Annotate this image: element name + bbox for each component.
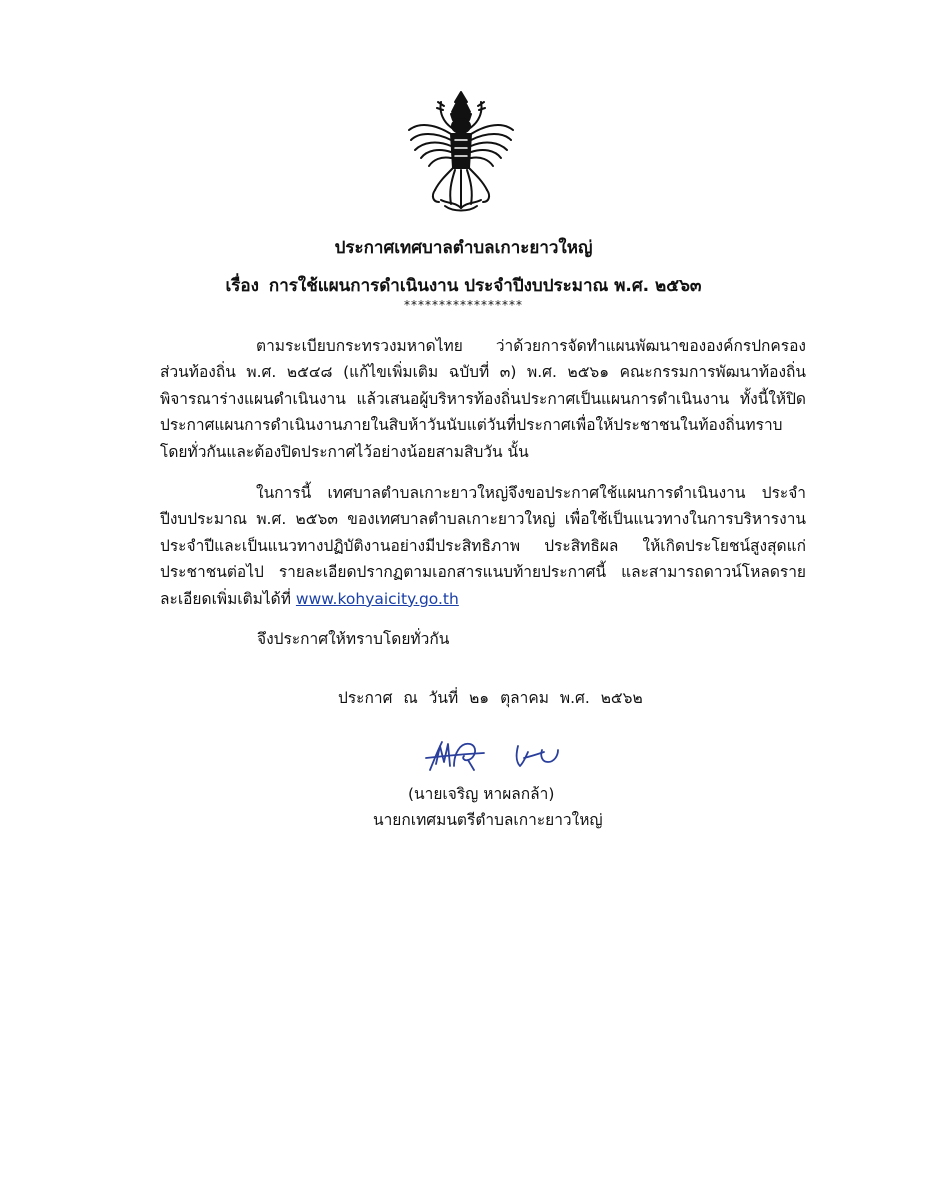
garuda-emblem-icon (405, 88, 517, 216)
document-title: ประกาศเทศบาลตำบลเกาะยาวใหญ่ (334, 238, 593, 258)
body-paragraph-2 (160, 480, 806, 612)
title-separator: ***************** (404, 298, 523, 312)
body-paragraph-1: ตามระเบียบกระทรวงมหาดไทย ว่าด้วยการจัดทำแผนพัฒนาขององค์กรปกครองส่วนท้องถิ่น พ.ศ. ๒๕๔๘ (แก้ไขเพิ่มเติม ฉบับที่ ๓) พ.ศ. ๒๕๖๑ คณะกรรมการพัฒนาท้องถิ่นพิจารณาร่างแผนดำเนินงาน แล้วเสนอผู้บริหารท้องถิ่นประกาศเป็นแผนการดำเนินงาน ทั้งนี้ให้ปิดประกาศแผนการดำเนินงานภายในสิบห้าวันนับแต่วันที่ประกาศเพื่อให้ประชาชนในท้องถิ่นทราบโดยทั่วกันและต้องปิดประกาศไว้อย่างน้อยสามสิบวัน นั้น (160, 337, 806, 461)
announcement-date: ประกาศ ณ วันที่ ๒๑ ตุลาคม พ.ศ. ๒๕๖๒ (338, 689, 643, 707)
closing-statement: จึงประกาศให้ทราบโดยทั่วกัน (257, 630, 450, 648)
website-link[interactable]: www.kohyaicity.go.th (295, 589, 459, 608)
subject-label: เรื่อง (225, 276, 259, 296)
signature-image (424, 736, 562, 776)
signer-position: นายกเทศมนตรีตำบลเกาะยาวใหญ่ (373, 811, 603, 829)
subject-text: การใช้แผนการดำเนินงาน ประจำปีงบประมาณ พ.ศ. ๒๕๖๓ (268, 276, 702, 296)
paragraph-2-text: ในการนี้ เทศบาลตำบลเกาะยาวใหญ่จึงขอประกาศใช้แผนการดำเนินงาน ประจำปีงบประมาณ พ.ศ. ๒๕๖๓ ของเทศบาลตำบลเกาะยาวใหญ่ เพื่อใช้เป็นแนวทางในการบริหารงานประจำปีและเป็นแนวทางปฏิบัติงานอย่างมีประสิทธิภาพ ประสิทธิผล ให้เกิดประโยชน์สูงสุดแก่ประชาชนต่อไป รายละเอียดปรากฏตามเอกสารแนบท้ายประกาศนี้ และสามารถดาวน์โหลดรายละเอียดเพิ่มเติมได้ที่ (160, 484, 806, 608)
signer-name: (นายเจริญ หาผลกล้า) (408, 785, 555, 803)
document-subject (0, 272, 927, 299)
